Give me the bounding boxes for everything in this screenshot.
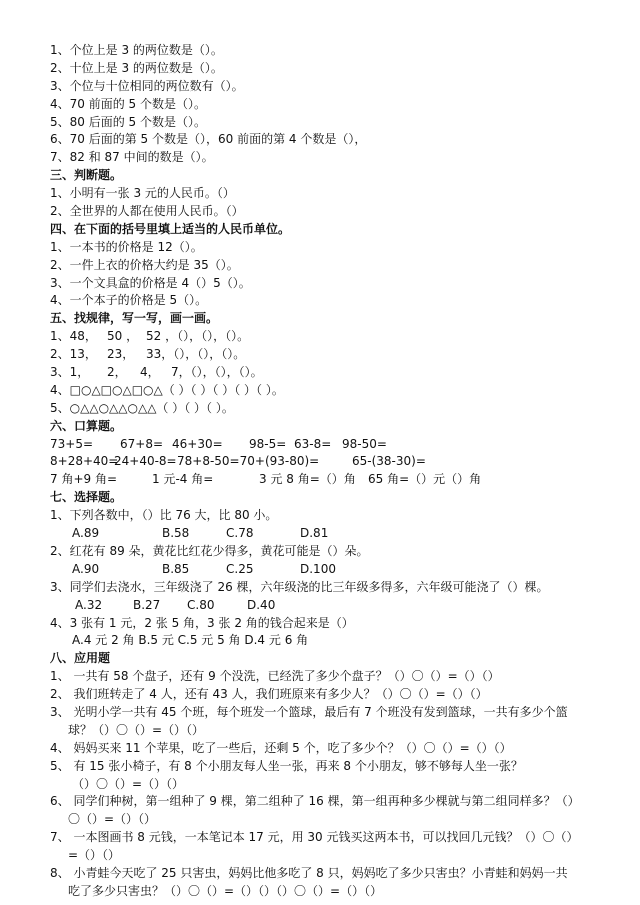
line-segment: B.27 bbox=[133, 597, 161, 612]
line-text: 7、82 和 87 中间的数是（）。 bbox=[50, 150, 214, 165]
worksheet-line bbox=[0, 507, 640, 525]
line-text: 2、一件上衣的价格大约是 35（）。 bbox=[50, 257, 239, 272]
line-text: 6、70 后面的第 5 个数是（），60 前面的第 4 个数是（）， bbox=[50, 132, 367, 147]
line-segment: 3、1， bbox=[50, 365, 90, 380]
worksheet-line bbox=[0, 632, 640, 650]
line-segment: 7 角+9 角= bbox=[50, 472, 118, 487]
line-text: 2、 我们班转走了 4 人，还有 43 人，我们班原来有多少人？（）〇（）=（）（） bbox=[50, 687, 488, 702]
line-segment: 23， bbox=[107, 347, 135, 362]
line-text: 4、一个本子的价格是 5（）。 bbox=[50, 293, 208, 308]
line-text: 5、 有 15 张小椅子，有 8 个小朋友每人坐一张，再来 8 个小朋友，够不够每人坐一张？ bbox=[50, 758, 523, 773]
line-segment: 8+28+40= bbox=[50, 454, 119, 469]
worksheet-line bbox=[0, 42, 640, 60]
line-segment: D.40 bbox=[247, 597, 276, 612]
worksheet-line bbox=[0, 400, 640, 418]
worksheet-line bbox=[0, 865, 640, 883]
worksheet-line bbox=[0, 722, 640, 740]
worksheet-line bbox=[0, 275, 640, 293]
worksheet-line bbox=[0, 704, 640, 722]
line-segment: 33，（），（），（）。 bbox=[146, 347, 246, 362]
heading-text: 三、判断题。 bbox=[50, 168, 123, 183]
line-segment: 63-8= bbox=[294, 436, 332, 451]
line-text: 1、 一共有 58 个盘子，还有 9 个没洗，已经洗了多少个盘子？（）〇（）=（）（） bbox=[50, 669, 500, 684]
line-segment: A.4 元 2 角 B.5 元 C.5 元 5 角 D.4 元 6 角 bbox=[72, 633, 309, 648]
section-heading bbox=[0, 650, 640, 668]
section-heading bbox=[0, 489, 640, 507]
line-text: 1、一本书的价格是 12（）。 bbox=[50, 239, 203, 254]
section-heading bbox=[0, 221, 640, 239]
section-heading bbox=[0, 418, 640, 436]
line-text: 2、十位上是 3 的两位数是（）。 bbox=[50, 60, 223, 75]
worksheet-line bbox=[0, 740, 640, 758]
worksheet-line bbox=[0, 758, 640, 776]
line-segment: =（）（） bbox=[68, 848, 121, 863]
line-segment: A.89 bbox=[72, 526, 100, 541]
worksheet-line bbox=[0, 525, 640, 543]
worksheet-page bbox=[0, 42, 640, 901]
line-segment: B.58 bbox=[162, 526, 190, 541]
line-segment: C.25 bbox=[226, 561, 254, 576]
line-text: 4、70 前面的 5 个数是（）。 bbox=[50, 96, 206, 111]
worksheet-line bbox=[0, 615, 640, 633]
line-text: 1、个位上是 3 的两位数是（）。 bbox=[50, 43, 223, 57]
line-segment: 3 元 8 角=（）角 bbox=[259, 472, 356, 487]
worksheet-line bbox=[0, 436, 640, 454]
worksheet-line bbox=[0, 346, 640, 364]
line-segment: D.81 bbox=[300, 526, 329, 541]
line-text: 1、小明有一张 3 元的人民币。（） bbox=[50, 186, 235, 201]
line-segment: 1 元-4 角= bbox=[152, 472, 214, 487]
worksheet-line bbox=[0, 328, 640, 346]
line-segment: A.32 bbox=[75, 597, 103, 612]
worksheet-line bbox=[0, 579, 640, 597]
worksheet-line bbox=[0, 543, 640, 561]
line-segment: A.90 bbox=[72, 561, 100, 576]
line-text: 4、□○△□○△□○△（ ）（ ）（ ）（ ）（ ）。 bbox=[50, 382, 284, 397]
line-segment: 7，（），（），（）。 bbox=[171, 365, 263, 380]
worksheet-line bbox=[0, 131, 640, 149]
line-segment: C.78 bbox=[226, 526, 254, 541]
worksheet-line bbox=[0, 561, 640, 579]
line-segment: 吃了多少只害虫？（）〇（）=（）（）（）〇（）=（）（） bbox=[68, 883, 383, 898]
line-text: 3、一个文具盒的价格是 4（）5（）。 bbox=[50, 275, 251, 290]
heading-text: 六、口算题。 bbox=[50, 418, 123, 433]
heading-text: 八、应用题 bbox=[50, 651, 111, 666]
line-segment: 65 角=（）元（）角 bbox=[368, 472, 482, 487]
line-segment: 67+8= bbox=[120, 436, 164, 451]
line-segment: 65-(38-30)= bbox=[352, 454, 426, 469]
worksheet-line bbox=[0, 597, 640, 615]
line-segment: （）〇（）=（）（） bbox=[72, 776, 185, 791]
line-text: 3、个位与十位相同的两位数有（）。 bbox=[50, 78, 244, 93]
line-segment: 46+30= bbox=[172, 436, 223, 451]
worksheet-line bbox=[0, 60, 640, 78]
line-segment: 52 ，（），（），（）。 bbox=[146, 329, 250, 344]
line-segment: 50 ， bbox=[107, 329, 139, 344]
line-segment: 73+5= bbox=[50, 436, 94, 451]
worksheet-line bbox=[0, 364, 640, 382]
worksheet-line bbox=[0, 203, 640, 221]
worksheet-line bbox=[0, 776, 640, 794]
worksheet-line bbox=[0, 471, 640, 489]
worksheet-line bbox=[0, 78, 640, 96]
line-segment: 78+8-50=70+(93-80)= bbox=[177, 454, 320, 469]
line-segment: 2、13， bbox=[50, 347, 97, 362]
line-segment: 球？（）〇（）=（）（） bbox=[68, 722, 205, 737]
line-text: 2、全世界的人都在使用人民币。（） bbox=[50, 204, 244, 219]
line-text: 4、3 张有 1 元，2 张 5 角，3 张 2 角的钱合起来是（） bbox=[50, 615, 354, 630]
line-segment: 24+40-8= bbox=[114, 454, 177, 469]
worksheet-line bbox=[0, 883, 640, 901]
worksheet-line bbox=[0, 257, 640, 275]
heading-text: 四、在下面的括号里填上适当的人民币单位。 bbox=[50, 221, 291, 236]
line-text: 3、 光明小学一共有 45 个班，每个班发一个篮球，最后有 7 个班没有发到篮球，一共有多少个篮 bbox=[50, 704, 568, 719]
worksheet-line bbox=[0, 96, 640, 114]
worksheet-line bbox=[0, 114, 640, 132]
line-segment: C.80 bbox=[187, 597, 215, 612]
line-text: 4、 妈妈买来 11 个苹果，吃了一些后，还剩 5 个，吃了多少个？（）〇（）=（）（） bbox=[50, 740, 512, 755]
worksheet-line bbox=[0, 292, 640, 310]
line-segment: 98-5= bbox=[249, 436, 287, 451]
heading-text: 七、选择题。 bbox=[50, 490, 123, 505]
line-segment: 〇（）=（）（） bbox=[68, 812, 157, 827]
worksheet-line bbox=[0, 239, 640, 257]
worksheet-line bbox=[0, 847, 640, 865]
line-text: 3、同学们去浇水，三年级浇了 26 棵，六年级浇的比三年级多得多，六年级可能浇了（）棵。 bbox=[50, 579, 549, 594]
line-text: 8、 小青蛙今天吃了 25 只害虫，妈妈比他多吃了 8 只，妈妈吃了多少只害虫？小青蛙和妈妈一共 bbox=[50, 865, 568, 880]
section-heading bbox=[0, 167, 640, 185]
line-text: 2、红花有 89 朵，黄花比红花少得多，黄花可能是（）朵。 bbox=[50, 543, 369, 558]
worksheet-line bbox=[0, 668, 640, 686]
worksheet-line bbox=[0, 811, 640, 829]
line-text: 7、 一本图画书 8 元钱，一本笔记本 17 元，用 30 元钱买这两本书，可以找回几元钱？（）〇（） bbox=[50, 830, 579, 845]
section-heading bbox=[0, 310, 640, 328]
line-segment: 1、48， bbox=[50, 329, 97, 344]
line-segment: 98-50= bbox=[342, 436, 387, 451]
worksheet-line bbox=[0, 793, 640, 811]
worksheet-line bbox=[0, 829, 640, 847]
line-text: 5、80 后面的 5 个数是（）。 bbox=[50, 114, 206, 129]
line-segment: D.100 bbox=[300, 561, 336, 576]
line-segment: 4， bbox=[140, 365, 160, 380]
line-segment: 2， bbox=[107, 365, 127, 380]
worksheet-line bbox=[0, 453, 640, 471]
heading-text: 五、找规律，写一写，画一画。 bbox=[50, 311, 219, 326]
worksheet-line bbox=[0, 382, 640, 400]
line-segment: B.85 bbox=[162, 561, 190, 576]
line-text: 6、 同学们种树，第一组种了 9 棵，第二组种了 16 棵，第一组再种多少棵就与第二组同样多？（） bbox=[50, 794, 580, 809]
line-text: 5、○△△○△△○△△（ ）（ ）（ ）。 bbox=[50, 400, 234, 415]
worksheet-line bbox=[0, 185, 640, 203]
worksheet-line bbox=[0, 686, 640, 704]
worksheet-line bbox=[0, 149, 640, 167]
line-text: 1、下列各数中，（）比 76 大，比 80 小。 bbox=[50, 508, 278, 523]
